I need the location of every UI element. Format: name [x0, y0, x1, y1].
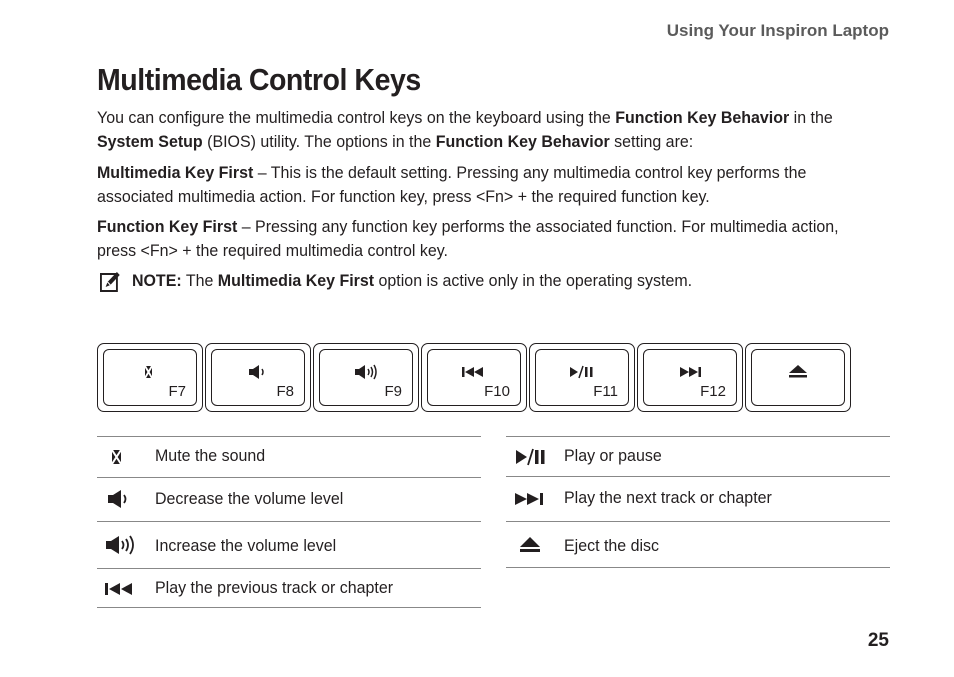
- running-head: Using Your Inspiron Laptop: [666, 21, 889, 40]
- note-text-2: option is active only in the operating system.: [374, 271, 693, 290]
- legend-text: Increase the volume level: [155, 536, 337, 555]
- previous-track-icon: [462, 363, 486, 381]
- key-label: F10: [484, 383, 510, 400]
- legend-text: Eject the disc: [564, 536, 660, 555]
- intro-bold-1: Function Key Behavior: [615, 108, 790, 127]
- legend-text: Play the previous track or chapter: [155, 578, 394, 597]
- key-label: F7: [168, 383, 186, 400]
- eject-icon: [514, 534, 546, 556]
- intro-bold-2: System Setup: [97, 132, 203, 151]
- volume-down-icon: [105, 488, 137, 510]
- legend-right: [506, 436, 890, 568]
- legend-text: Decrease the volume level: [155, 489, 344, 508]
- page-title: Multimedia Control Keys: [97, 62, 421, 97]
- key-label: F11: [593, 383, 618, 400]
- option-term: Function Key First: [97, 217, 238, 236]
- note-bold: Multimedia Key First: [217, 271, 375, 290]
- mute-icon: [105, 446, 137, 468]
- key-label: F8: [276, 383, 294, 400]
- play-pause-icon: [570, 363, 594, 381]
- eject-icon: [786, 363, 810, 381]
- next-track-icon: [514, 488, 546, 510]
- intro-paragraph: [97, 106, 849, 154]
- legend-left: [97, 436, 481, 608]
- legend-text: Play the next track or chapter: [564, 488, 772, 507]
- note-text: [132, 269, 692, 293]
- legend-row: [506, 436, 890, 476]
- key-f8: [205, 343, 311, 412]
- note-text-1: The: [181, 271, 218, 290]
- intro-text-2: in the: [789, 108, 833, 127]
- key-f11: [529, 343, 635, 412]
- volume-up-icon: [105, 534, 137, 556]
- mute-icon: [138, 363, 162, 381]
- option-multimedia-key-first: [97, 161, 849, 209]
- legend-row: [506, 521, 890, 568]
- key-f10: [421, 343, 527, 412]
- legend-row: [506, 476, 890, 521]
- note-label: NOTE:: [131, 271, 182, 290]
- option-term: Multimedia Key First: [97, 163, 254, 182]
- key-f12: [637, 343, 743, 412]
- legend-row: [97, 477, 481, 521]
- key-f9: [313, 343, 419, 412]
- legend-text: Play or pause: [564, 446, 662, 465]
- legend-row: [97, 436, 481, 477]
- legend-text: Mute the sound: [155, 446, 266, 465]
- intro-text-1: You can configure the multimedia control keys on the keyboard using the: [97, 108, 616, 127]
- option-description: – Pressing any function key performs the associated function. For multimedia action, press <Fn> + the required multimedia control key.: [97, 217, 839, 260]
- note-pencil-icon: [100, 271, 121, 293]
- key-label: F12: [700, 383, 726, 400]
- option-description: – This is the default setting. Pressing any multimedia control key performs the associated multimedia action. For function key, press <Fn> + the required function key.: [97, 163, 807, 206]
- key-label: F9: [384, 383, 402, 400]
- volume-down-icon: [246, 363, 270, 381]
- intro-text-4: setting are:: [609, 132, 694, 151]
- intro-bold-3: Function Key Behavior: [435, 132, 610, 151]
- next-track-icon: [678, 363, 702, 381]
- previous-track-icon: [105, 578, 137, 600]
- page-number: 25: [867, 630, 889, 651]
- option-function-key-first: [97, 215, 849, 263]
- volume-up-icon: [354, 363, 378, 381]
- legend-row: [97, 568, 481, 608]
- key-f7: [97, 343, 203, 412]
- legend-row: [97, 521, 481, 568]
- key-eject: [745, 343, 851, 412]
- play-pause-icon: [514, 446, 546, 468]
- intro-text-3: (BIOS) utility. The options in the: [202, 132, 436, 151]
